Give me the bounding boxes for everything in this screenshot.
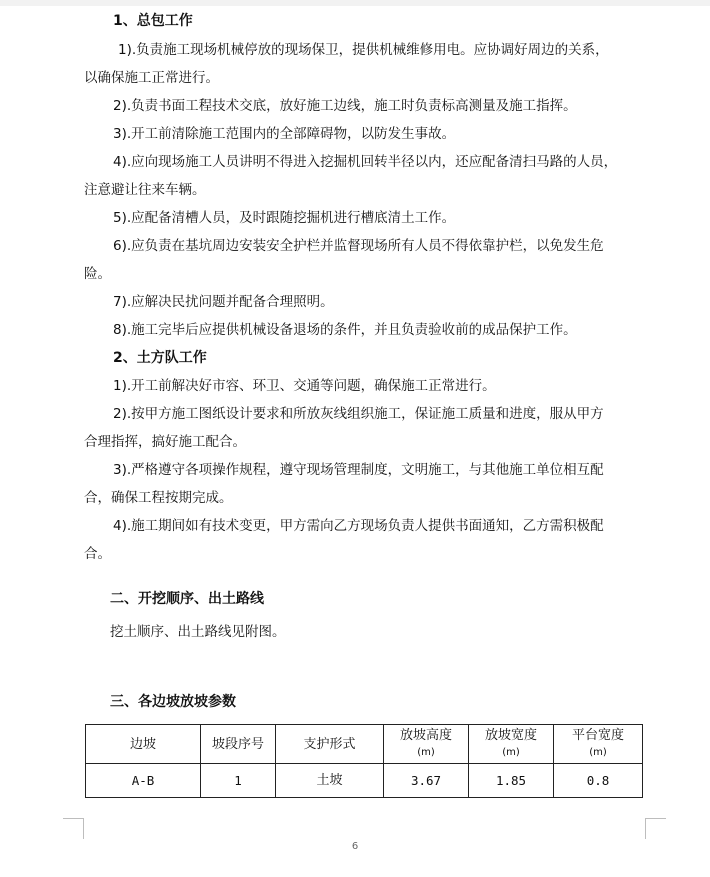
table-header-cell: 放坡宽度 (m): [469, 725, 554, 764]
paragraph-line: 险。: [84, 266, 111, 282]
paragraph-line: 2).按甲方施工图纸设计要求和所放灰线组织施工，保证施工质量和进度，服从甲方: [113, 406, 604, 422]
paragraph-line: 以确保施工正常进行。: [84, 70, 219, 86]
table-header-cell: 边坡: [86, 725, 201, 764]
corner-mark-right: [645, 818, 666, 839]
paragraph-line: 1).开工前解决好市容、环卫、交通等问题，确保施工正常进行。: [113, 378, 496, 394]
table-cell-platform: 0.8: [554, 764, 643, 798]
paragraph-line: 合。: [84, 546, 111, 562]
paragraph-line: 3).开工前清除施工范围内的全部障碍物，以防发生事故。: [113, 126, 456, 142]
table-header-cell: 放坡高度 (m): [384, 725, 469, 764]
paragraph-line: 6).应负责在基坑周边安装安全护栏并监督现场所有人员不得依靠护栏，以免发生危: [113, 238, 604, 254]
table-cell-slope: A-B: [86, 764, 201, 798]
table-header-cell: 支护形式: [276, 725, 384, 764]
section-heading-earthwork-team: 2、土方队工作: [113, 350, 207, 366]
table-cell-segment: 1: [201, 764, 276, 798]
paragraph-line: 4).应向现场施工人员讲明不得进入挖掘机回转半径以内，还应配备清扫马路的人员，: [113, 154, 618, 170]
table-header-cell: 坡段序号: [201, 725, 276, 764]
section-heading-slope-parameters: 三、各边坡放坡参数: [110, 694, 236, 710]
table-row: [86, 764, 643, 798]
paragraph-line: 1).负责施工现场机械停放的现场保卫，提供机械维修用电。应协调好周边的关系，: [118, 42, 609, 58]
paragraph-line: 3).严格遵守各项操作规程，遵守现场管理制度，文明施工，与其他施工单位相互配: [113, 462, 604, 478]
paragraph-line: 8).施工完毕后应提供机械设备退场的条件，并且负责验收前的成品保护工作。: [113, 322, 577, 338]
paragraph-line: 合，确保工程按期完成。: [84, 490, 233, 506]
section-heading-general-contractor: 1、总包工作: [113, 13, 193, 29]
paragraph-line: 7).应解决民扰问题并配备合理照明。: [113, 294, 334, 310]
table-cell-width: 1.85: [469, 764, 554, 798]
paragraph-line: 4).施工期间如有技术变更，甲方需向乙方现场负责人提供书面通知，乙方需积极配: [113, 518, 604, 534]
paragraph-line: 合理指挥，搞好施工配合。: [84, 434, 246, 450]
table-header-cell: 平台宽度 (m): [554, 725, 643, 764]
section-heading-excavation-order: 二、开挖顺序、出土路线: [110, 591, 264, 607]
paragraph-line: 5).应配备清槽人员，及时跟随挖掘机进行槽底清土工作。: [113, 210, 456, 226]
top-border: [0, 0, 710, 6]
paragraph-line: 2).负责书面工程技术交底，放好施工边线，施工时负责标高测量及施工指挥。: [113, 98, 577, 114]
table-cell-height: 3.67: [384, 764, 469, 798]
page-number: 6: [351, 841, 359, 852]
corner-mark-left: [63, 818, 84, 839]
paragraph-line: 注意避让往来车辆。: [84, 182, 206, 198]
table-cell-support: 土坡: [276, 764, 384, 798]
slope-parameters-table: [85, 724, 643, 798]
paragraph-line: 挖土顺序、出土路线见附图。: [110, 624, 286, 640]
table-header-row: [86, 725, 643, 764]
